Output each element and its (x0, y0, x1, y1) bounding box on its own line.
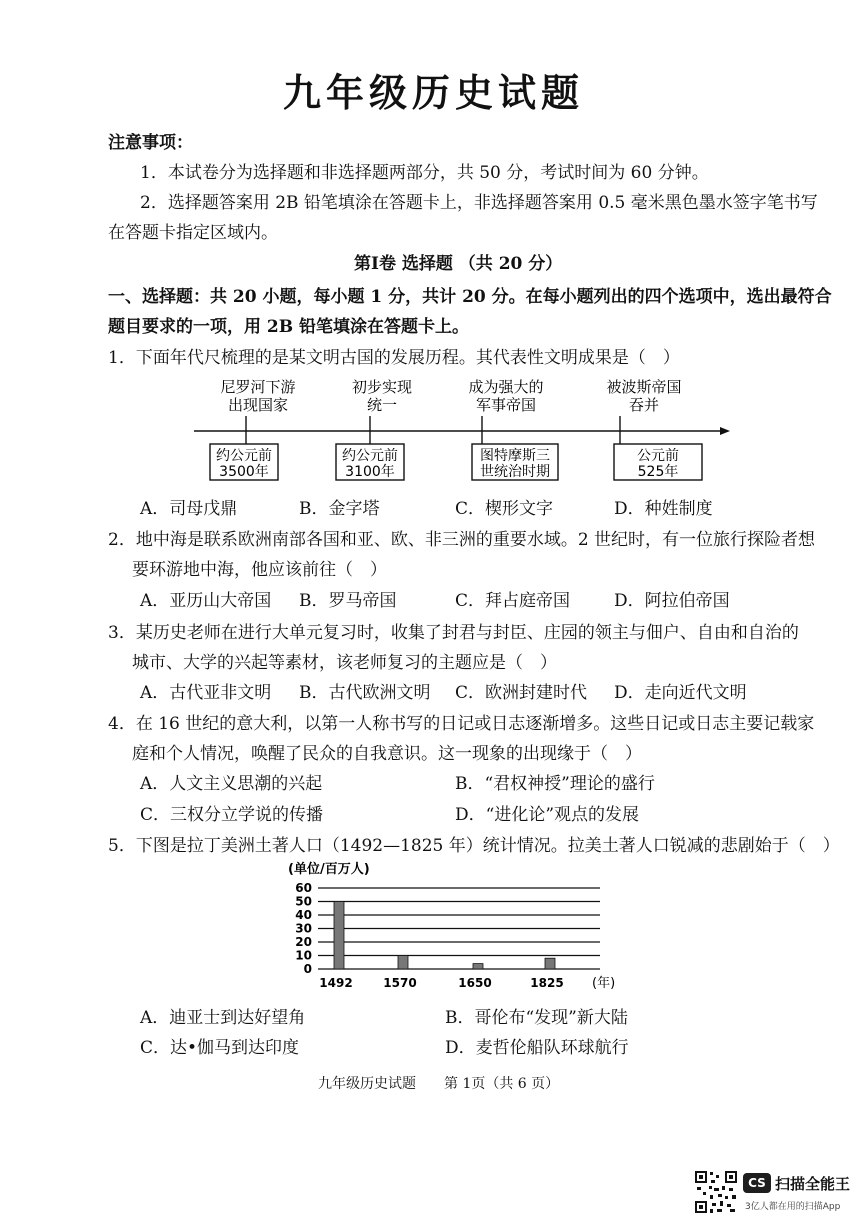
chart-bar-1650 (473, 964, 483, 969)
event-3-date-line1: 图特摩斯三 (480, 448, 550, 464)
qr-code-icon (694, 1170, 738, 1214)
question-2-line2: 要环游地中海，他应该前往（ ） (132, 560, 387, 580)
q2-option-d: D．阿拉伯帝国 (614, 591, 730, 611)
q4-option-b: B．“君权神授”理论的盛行 (455, 774, 655, 794)
event-1-label-line1: 尼罗河下游 (220, 378, 296, 396)
event-3-label-line2: 军事帝国 (475, 396, 537, 414)
q3-option-d: D．走向近代文明 (614, 683, 747, 703)
event-1-date-line1: 约公元前 (216, 448, 272, 464)
question-4-line2: 庭和个人情况，唤醒了民众的自我意识。这一现象的出现缘于（ ） (132, 744, 642, 764)
notes-heading: 注意事项： (108, 133, 193, 153)
part-intro-line1: 一、选择题：共 20 小题，每小题 1 分，共计 20 分。在每小题列出的四个选项中，选出最符合 (108, 287, 832, 307)
part-intro-line2: 题目要求的一项，用 2B 铅笔填涂在答题卡上。 (108, 317, 470, 337)
q2-option-a: A．亚历山大帝国 (140, 591, 272, 611)
timeline-event-1 (210, 378, 296, 480)
chart-ytick-label: 30 (295, 921, 312, 936)
chart-xtick-label: 1492 (319, 976, 353, 990)
question-2-line1: 2．地中海是联系欧洲南部各国和亚、欧、非三洲的重要水域。2 世纪时，有一位旅行探险者想 (108, 530, 816, 550)
question-5-stem: 5．下图是拉丁美洲土著人口（1492—1825 年）统计情况。拉美土著人口锐减的悲剧始于（ ） (108, 836, 840, 856)
page-footer: 九年级历史试题 第 1页（共 6 页） (318, 1076, 560, 1092)
event-2-label-line2: 统一 (366, 396, 398, 414)
cs-logo-icon: CS (743, 1173, 771, 1193)
q1-option-b: B．金字塔 (299, 499, 380, 519)
event-4-label-line1: 被波斯帝国 (606, 378, 682, 396)
q4-option-d: D．“进化论”观点的发展 (455, 805, 640, 825)
page-title: 九年级历史试题 (282, 70, 584, 115)
q4-option-c: C．三权分立学说的传播 (140, 805, 324, 825)
timeline-event-3 (468, 378, 558, 480)
event-1-label-line2: 出现国家 (227, 396, 289, 414)
event-4-date-line1: 公元前 (637, 448, 679, 464)
chart-xlabel: (年) (592, 976, 616, 991)
population-chart (280, 858, 640, 994)
notes-item-2-line1: 2．选择题答案用 2B 铅笔填涂在答题卡上，非选择题答案用 0.5 毫米黑色墨水签字笔书写 (140, 193, 818, 213)
q4-option-a: A．人文主义思潮的兴起 (140, 774, 323, 794)
chart-bar-1570 (398, 956, 408, 970)
q5-option-a: A．迪亚士到达好望角 (140, 1008, 306, 1028)
q2-option-c: C．拜占庭帝国 (455, 591, 571, 611)
watermark-brand: 扫描全能王 (775, 1175, 851, 1193)
chart-bar-1825 (545, 958, 555, 969)
chart-ytick-label: 10 (295, 948, 312, 963)
event-4-date-line2: 525年 (637, 464, 679, 480)
chart-ytick-label: 40 (295, 908, 312, 922)
q2-option-b: B．罗马帝国 (299, 591, 397, 611)
timeline-figure (190, 372, 735, 490)
chart-ytick-label: 20 (295, 935, 312, 949)
event-1-date-line2: 3500年 (219, 464, 269, 480)
chart-xtick-label: 1825 (530, 976, 564, 990)
event-2-label-line1: 初步实现 (351, 378, 413, 396)
chart-ytick-label: 60 (295, 881, 312, 895)
timeline-event-4 (606, 378, 702, 480)
q3-option-a: A．古代亚非文明 (140, 683, 272, 703)
chart-ytick-label: 0 (303, 962, 312, 976)
event-2-date-line2: 3100年 (345, 464, 395, 480)
question-1-stem: 1．下面年代尺梳理的是某文明古国的发展历程。其代表性文明成果是（ ） (108, 348, 680, 368)
event-3-label-line1: 成为强大的 (468, 378, 544, 396)
timeline-arrow-icon (720, 427, 730, 435)
q5-option-c: C．达•伽马到达印度 (140, 1038, 300, 1058)
watermark-tagline: 3亿人都在用的扫描App (745, 1202, 841, 1212)
chart-xtick-label: 1570 (383, 976, 417, 990)
q5-option-b: B．哥伦布“发现”新大陆 (445, 1008, 628, 1028)
chart-bar-1492 (334, 902, 344, 970)
chart-ytick-label: 50 (295, 894, 312, 909)
q5-option-d: D．麦哲伦船队环球航行 (445, 1038, 629, 1058)
section-title: 第Ⅰ卷 选择题 （共 20 分） (354, 254, 563, 274)
event-3-date-line2: 世统治时期 (480, 464, 550, 480)
q1-option-a: A．司母戊鼎 (140, 499, 238, 519)
event-4-label-line2: 吞并 (628, 396, 660, 414)
q3-option-b: B．古代欧洲文明 (299, 683, 431, 703)
q3-option-c: C．欧洲封建时代 (455, 683, 588, 703)
q1-option-c: C．楔形文字 (455, 499, 554, 519)
question-3-line2: 城市、大学的兴起等素材，该老师复习的主题应是（ ） (132, 653, 557, 673)
chart-ylabel: (单位/百万人) (288, 862, 370, 877)
notes-item-1: 1．本试卷分为选择题和非选择题两部分，共 50 分，考试时间为 60 分钟。 (140, 163, 709, 183)
question-3-line1: 3．某历史老师在进行大单元复习时，收集了封君与封臣、庄园的领主与佃户、自由和自治的 (108, 623, 799, 643)
notes-item-2-line2: 在答题卡指定区域内。 (108, 223, 278, 243)
question-4-line1: 4．在 16 世纪的意大利，以第一人称书写的日记或日志逐渐增多。这些日记或日志主要记载家 (108, 714, 815, 734)
timeline-event-2 (336, 378, 412, 480)
chart-xtick-label: 1650 (458, 976, 492, 990)
event-2-date-line1: 约公元前 (342, 448, 398, 464)
q1-option-d: D．种姓制度 (614, 499, 713, 519)
